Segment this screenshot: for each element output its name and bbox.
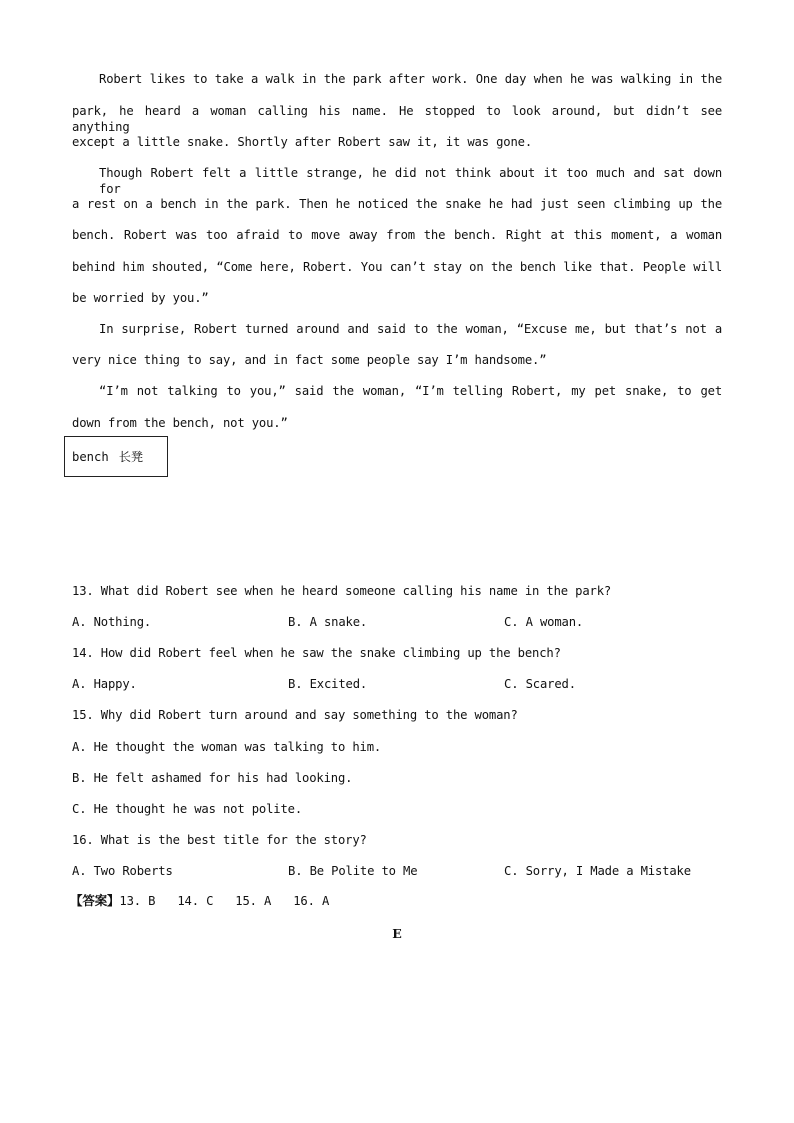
passage-line: behind him shouted, “Come here, Robert. You can’t stay on the bench like that. People will: [72, 260, 722, 274]
passage-line: In surprise, Robert turned around and said to the woman, “Excuse me, but that’s not a: [99, 322, 722, 336]
gloss-word: bench: [72, 450, 109, 464]
question-15-stem: 15. Why did Robert turn around and say something to the woman?: [72, 708, 518, 722]
answer-item: 14. C: [177, 894, 214, 908]
passage-line: very nice thing to say, and in fact some people say I’m handsome.”: [72, 353, 547, 367]
gloss-entry: [72, 449, 143, 465]
vocabulary-gloss-box: [64, 436, 168, 477]
question-14-option-b: B. Excited.: [288, 677, 368, 691]
question-16-option-a: A. Two Roberts: [72, 864, 173, 878]
answer-item: 16. A: [293, 894, 330, 908]
question-13-stem: 13. What did Robert see when he heard someone calling his name in the park?: [72, 584, 612, 598]
passage-line: park, he heard a woman calling his name. He stopped to look around, but didn’t see anything: [72, 104, 722, 134]
question-15-option-b: B. He felt ashamed for his had looking.: [72, 771, 353, 785]
question-14-stem: 14. How did Robert feel when he saw the snake climbing up the bench?: [72, 646, 561, 660]
answer-key: [70, 893, 329, 909]
passage-line: except a little snake. Shortly after Robert saw it, it was gone.: [72, 135, 532, 149]
answer-item: 15. A: [235, 894, 272, 908]
question-15-option-a: A. He thought the woman was talking to him.: [72, 740, 382, 754]
passage-line: down from the bench, not you.”: [72, 416, 288, 430]
question-14-option-a: A. Happy.: [72, 677, 137, 691]
question-13-option-a: A. Nothing.: [72, 615, 152, 629]
question-16-option-c: C. Sorry, I Made a Mistake: [504, 864, 691, 878]
passage-line: “I’m not talking to you,” said the woman, “I’m telling Robert, my pet snake, to get: [99, 384, 722, 398]
question-14-option-c: C. Scared.: [504, 677, 576, 691]
question-13-option-b: B. A snake.: [288, 615, 368, 629]
question-15-option-c: C. He thought he was not polite.: [72, 802, 302, 816]
answer-item: 13. B: [119, 894, 156, 908]
passage-line: Though Robert felt a little strange, he did not think about it too much and sat down for: [99, 166, 722, 196]
gloss-meaning: 长凳: [118, 450, 144, 464]
question-16-option-b: B. Be Polite to Me: [288, 864, 418, 878]
answer-label: 【答案】: [70, 893, 120, 908]
passage-line: bench. Robert was too afraid to move away from the bench. Right at this moment, a woman: [72, 228, 722, 242]
passage-line: a rest on a bench in the park. Then he noticed the snake he had just seen climbing up the: [72, 197, 722, 211]
question-16-stem: 16. What is the best title for the story?: [72, 833, 367, 847]
passage-line: Robert likes to take a walk in the park after work. One day when he was walking in the: [99, 72, 722, 86]
question-13-option-c: C. A woman.: [504, 615, 584, 629]
passage-line: be worried by you.”: [72, 291, 209, 305]
section-heading: E: [392, 926, 402, 941]
